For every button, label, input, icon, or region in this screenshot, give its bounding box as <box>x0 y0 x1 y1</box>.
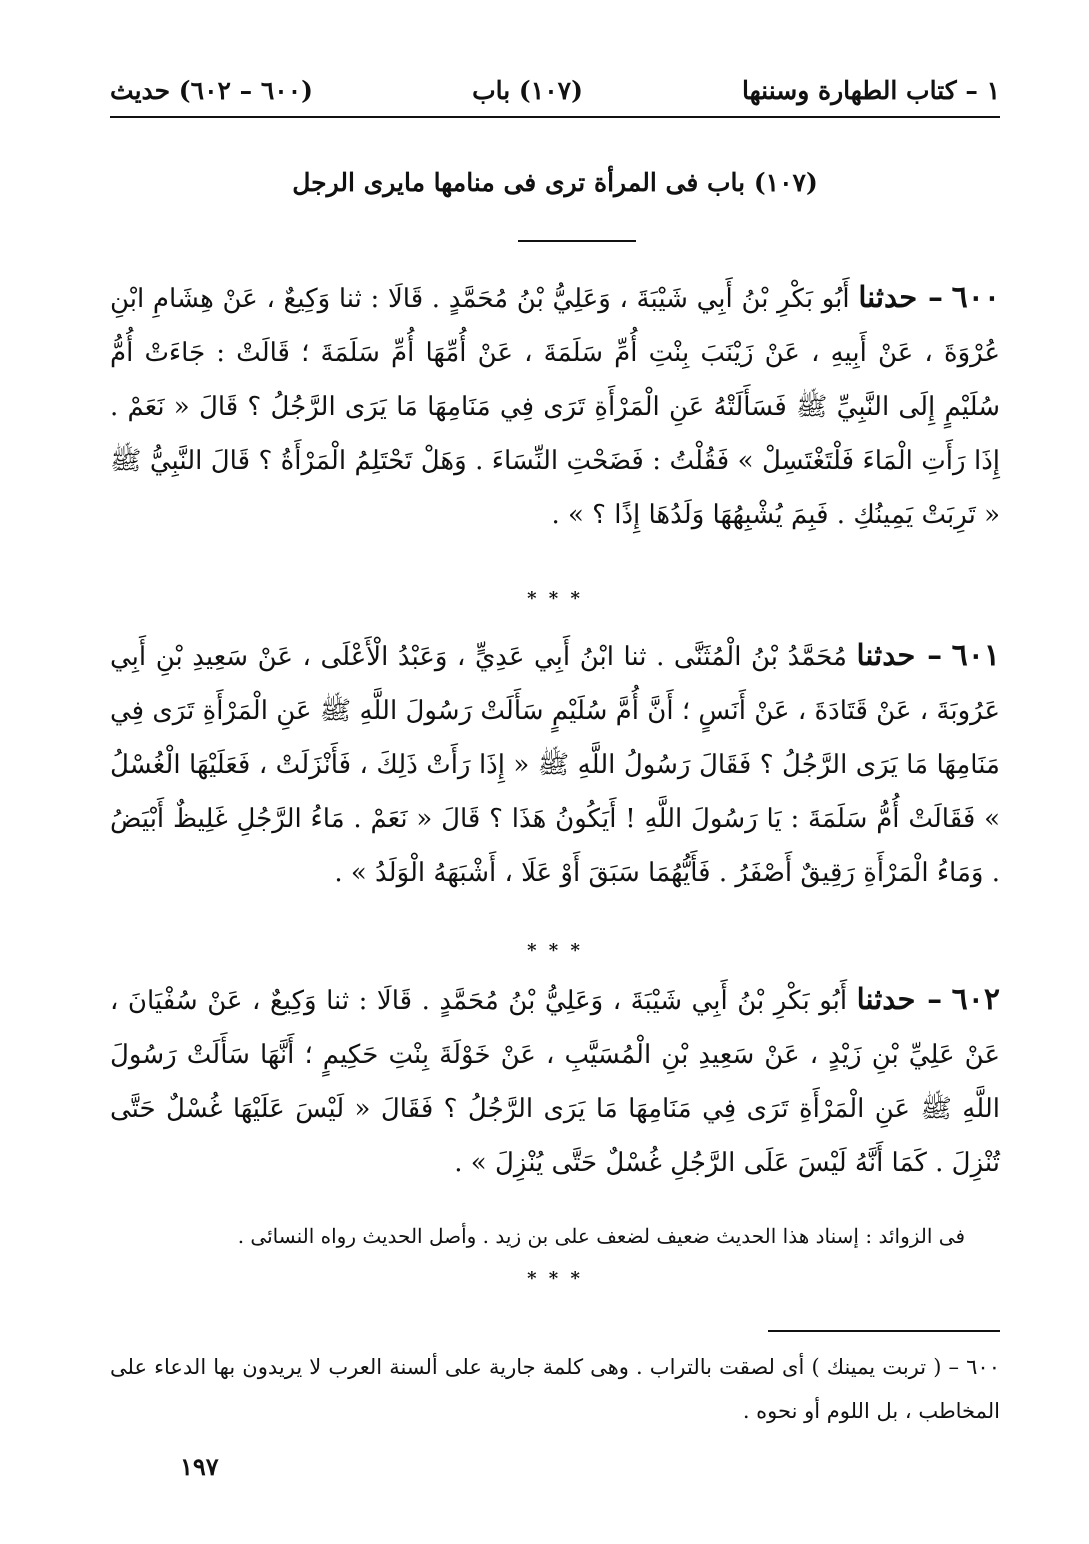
section-separator: * * * <box>527 588 583 609</box>
hadith-lead: حدثنا <box>858 280 918 314</box>
section-separator: * * * <box>527 940 583 961</box>
hadith-number: ٦٠١ <box>951 638 1000 673</box>
hadith-text: مُحَمَّدُ بْنُ الْمُثَنَّى . ثنا ابْنُ أَبِي عَدِيٍّ ، وَعَبْدُ الْأَعْلَى ، عَنْ سَعِيدِ بْنِ أَبِي عَرُوبَةَ ، عَنْ قَتَادَةَ ، عَنْ أَنَسٍ ؛ أَنَّ أُمَّ سُلَيْمٍ سَأَلَتْ رَسُولَ اللَّهِ ﷺ عَنِ الْمَرْأَةِ تَرَى فِي مَنَامِهَا مَا يَرَى الرَّجُلُ ؟ فَقَالَ رَسُولُ اللَّهِ ﷺ « إِذَا رَأَتْ ذَلِكَ ، فَأَنْزَلَتْ ، فَعَلَيْهَا الْغُسْلُ » فَقَالَتْ أُمُّ سَلَمَةَ : يَا رَسُولَ اللَّهِ ! أَيَكُونُ هَذَا ؟ قَالَ « نَعَمْ . مَاءُ الرَّجُلِ غَلِيظٌ أَبْيَضُ . وَمَاءُ الْمَرْأَةِ رَقِيقٌ أَصْفَرُ . فَأَيُّهُمَا سَبَقَ أَوْ عَلَا ، أَشْبَهَهُ الْوَلَدُ » . <box>110 642 1000 888</box>
footnote-rule <box>768 1330 1000 1332</box>
end-mark: * * * <box>527 1268 583 1289</box>
hadith-601: ٦٠١ – حدثنا مُحَمَّدُ بْنُ الْمُثَنَّى . ثنا ابْنُ أَبِي عَدِيٍّ ، وَعَبْدُ الْأَعْلَى ، عَنْ سَعِيدِ بْنِ أَبِي عَرُوبَةَ ، عَنْ قَتَادَةَ ، عَنْ أَنَسٍ ؛ أَنَّ أُمَّ سُلَيْمٍ سَأَلَتْ رَسُولَ اللَّهِ ﷺ عَنِ الْمَرْأَةِ تَرَى فِي مَنَامِهَا مَا يَرَى الرَّجُلُ ؟ فَقَالَ رَسُولُ اللَّهِ ﷺ « إِذَا رَأَتْ ذَلِكَ ، فَأَنْزَلَتْ ، فَعَلَيْهَا الْغُسْلُ » فَقَالَتْ أُمُّ سَلَمَةَ : يَا رَسُولَ اللَّهِ ! أَيَكُونُ هَذَا ؟ قَالَ « نَعَمْ . مَاءُ الرَّجُلِ غَلِيظٌ أَبْيَضُ . وَمَاءُ الْمَرْأَةِ رَقِيقٌ أَصْفَرُ . فَأَيُّهُمَا سَبَقَ أَوْ عَلَا ، أَشْبَهَهُ الْوَلَدُ » . <box>110 638 1000 888</box>
hadith-number: ٦٠٠ <box>951 280 1000 315</box>
hadith-602: ٦٠٢ – حدثنا أَبُو بَكْرِ بْنُ أَبِي شَيْبَةَ ، وَعَلِيُّ بْنُ مُحَمَّدٍ . قَالَا : ثنا وَكِيعٌ ، عَنْ سُفْيَانَ ، عَنْ عَلِيِّ بْنِ زَيْدٍ ، عَنْ سَعِيدِ بْنِ الْمُسَيَّبِ ، عَنْ خَوْلَةَ بِنْتِ حَكِيمٍ ؛ أَنَّهَا سَأَلَتْ رَسُولَ اللَّهِ ﷺ عَنِ الْمَرْأَةِ تَرَى فِي مَنَامِهَا مَا يَرَى الرَّجُلُ ؟ فَقَالَ « لَيْسَ عَلَيْهَا غُسْلٌ حَتَّى تُنْزِلَ . كَمَا أَنَّهُ لَيْسَ عَلَى الرَّجُلِ غُسْلٌ حَتَّى يُنْزِلَ » . <box>110 982 1001 1178</box>
title-rule <box>518 240 636 242</box>
header-hadith-range: (٦٠٠ – ٦٠٢) حديث <box>110 75 313 105</box>
running-header <box>110 68 1000 112</box>
hadith-lead: حدثنا <box>856 638 916 672</box>
hadith-text: أَبُو بَكْرِ بْنُ أَبِي شَيْبَةَ ، وَعَلِيُّ بْنُ مُحَمَّدٍ . قَالَا : ثنا وَكِيعٌ ، عَنْ هِشَامِ ابْنِ عُرْوَةَ ، عَنْ أَبِيهِ ، عَنْ زَيْنَبَ بِنْتِ أُمِّ سَلَمَةَ ، عَنْ أُمِّهَا أُمِّ سَلَمَةَ ؛ قَالَتْ : جَاءَتْ أُمُّ سُلَيْمٍ إِلَى النَّبِيِّ ﷺ فَسَأَلَتْهُ عَنِ الْمَرْأَةِ تَرَى فِي مَنَامِهَا مَا يَرَى الرَّجُلُ ؟ قَالَ « نَعَمْ . إِذَا رَأَتِ الْمَاءَ فَلْتَغْتَسِلْ » فَقُلْتُ : فَضَحْتِ النِّسَاءَ . وَهَلْ تَحْتَلِمُ الْمَرْأَةُ ؟ قَالَ النَّبِيُّ ﷺ « تَرِبَتْ يَمِينُكِ . فَبِمَ يُشْبِهُهَا وَلَدُهَا إِذًا ؟ » . <box>110 284 1000 530</box>
footnote: ٦٠٠ – ( تربت يمينك ) أى لصقت بالتراب . وهى كلمة جارية على ألسنة العرب لا يريدون بها الدعاء على المخاطب ، بل اللوم أو نحوه . <box>110 1355 1000 1423</box>
header-chapter: (١٠٧) باب <box>472 75 583 105</box>
chapter-title: (١٠٧) باب فى المرأة ترى فى منامها مايرى الرجل <box>292 168 818 197</box>
hadith-600: ٦٠٠ – حدثنا أَبُو بَكْرِ بْنُ أَبِي شَيْبَةَ ، وَعَلِيُّ بْنُ مُحَمَّدٍ . قَالَا : ثنا وَكِيعٌ ، عَنْ هِشَامِ ابْنِ عُرْوَةَ ، عَنْ أَبِيهِ ، عَنْ زَيْنَبَ بِنْتِ أُمِّ سَلَمَةَ ، عَنْ أُمِّهَا أُمِّ سَلَمَةَ ؛ قَالَتْ : جَاءَتْ أُمُّ سُلَيْمٍ إِلَى النَّبِيِّ ﷺ فَسَأَلَتْهُ عَنِ الْمَرْأَةِ تَرَى فِي مَنَامِهَا مَا يَرَى الرَّجُلُ ؟ قَالَ « نَعَمْ . إِذَا رَأَتِ الْمَاءَ فَلْتَغْتَسِلْ » فَقُلْتُ : فَضَحْتِ النِّسَاءَ . وَهَلْ تَحْتَلِمُ الْمَرْأَةُ ؟ قَالَ النَّبِيُّ ﷺ « تَرِبَتْ يَمِينُكِ . فَبِمَ يُشْبِهُهَا وَلَدُهَا إِذًا ؟ » . <box>110 280 1000 530</box>
header-rule <box>110 116 1000 118</box>
header-book-title: ١ – كتاب الطهارة وسننها <box>742 75 1000 105</box>
hadith-lead: حدثنا <box>856 982 916 1016</box>
page-number: ١٩٧ <box>180 1452 219 1481</box>
hadith-number: ٦٠٢ <box>951 982 1001 1017</box>
hadith-text: أَبُو بَكْرِ بْنُ أَبِي شَيْبَةَ ، وَعَلِيُّ بْنُ مُحَمَّدٍ . قَالَا : ثنا وَكِيعٌ ، عَنْ سُفْيَانَ ، عَنْ عَلِيِّ بْنِ زَيْدٍ ، عَنْ سَعِيدِ بْنِ الْمُسَيَّبِ ، عَنْ خَوْلَةَ بِنْتِ حَكِيمٍ ؛ أَنَّهَا سَأَلَتْ رَسُولَ اللَّهِ ﷺ عَنِ الْمَرْأَةِ تَرَى فِي مَنَامِهَا مَا يَرَى الرَّجُلُ ؟ فَقَالَ « لَيْسَ عَلَيْهَا غُسْلٌ حَتَّى تُنْزِلَ . كَمَا أَنَّهُ لَيْسَ عَلَى الرَّجُلِ غُسْلٌ حَتَّى يُنْزِلَ » . <box>110 986 1000 1178</box>
zawaid-note: فى الزوائد : إسناد هذا الحديث ضعيف لضعف على بن زيد . وأصل الحديث رواه النسائى . <box>237 1224 965 1248</box>
